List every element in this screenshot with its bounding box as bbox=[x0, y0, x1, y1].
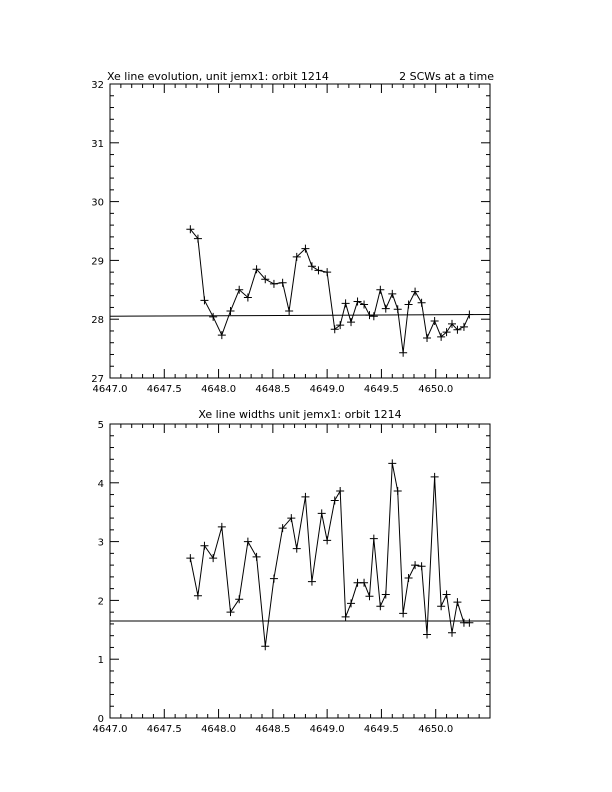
bottom-data-point bbox=[336, 487, 344, 495]
top-y-tick-label: 27 bbox=[91, 374, 104, 385]
top-x-tick-label: 4649.5 bbox=[363, 384, 399, 395]
bottom-data-point bbox=[270, 575, 278, 583]
top-data-point bbox=[399, 349, 407, 357]
bottom-x-tick-label: 4648.0 bbox=[201, 724, 237, 735]
bottom-data-point bbox=[318, 509, 326, 517]
bottom-x-tick-label: 4647.0 bbox=[92, 724, 128, 735]
bottom-y-tick-label: 4 bbox=[97, 478, 104, 490]
bottom-data-point bbox=[244, 538, 252, 546]
bottom-data-point bbox=[443, 591, 451, 599]
bottom-data-point bbox=[365, 592, 373, 600]
bottom-data-point bbox=[411, 561, 419, 569]
top-plot-frame bbox=[110, 84, 490, 378]
bottom-y-tick-label: 1 bbox=[97, 655, 104, 667]
top-data-point bbox=[431, 317, 439, 325]
top-data-point bbox=[388, 290, 396, 298]
bottom-data-point bbox=[261, 642, 269, 650]
bottom-data-point bbox=[227, 608, 235, 616]
top-x-tick-label: 4648.0 bbox=[201, 384, 237, 395]
top-data-point bbox=[342, 299, 350, 307]
bottom-data-point bbox=[293, 545, 301, 553]
bottom-data-point bbox=[186, 554, 194, 562]
top-data-point bbox=[465, 310, 473, 318]
bottom-data-point bbox=[342, 613, 350, 621]
bottom-chart-title: Xe line widths unit jemx1: orbit 1214 bbox=[198, 408, 402, 421]
bottom-data-point bbox=[360, 579, 368, 587]
bottom-data-point bbox=[347, 599, 355, 607]
top-x-tick-label: 4650.0 bbox=[418, 384, 454, 395]
bottom-data-point bbox=[331, 496, 339, 504]
top-y-tick-label: 28 bbox=[91, 315, 104, 327]
bottom-data-point bbox=[308, 578, 316, 586]
bottom-x-tick-label: 4650.0 bbox=[418, 724, 454, 735]
top-data-point bbox=[382, 305, 390, 313]
bottom-data-point bbox=[194, 592, 202, 600]
top-data-point bbox=[218, 331, 226, 339]
bottom-data-point bbox=[405, 574, 413, 582]
bottom-chart bbox=[93, 408, 491, 735]
top-data-point bbox=[411, 288, 419, 296]
bottom-data-point bbox=[323, 536, 331, 544]
bottom-y-tick-label: 3 bbox=[97, 537, 104, 549]
bottom-x-tick-label: 4647.5 bbox=[146, 724, 182, 735]
bottom-data-point bbox=[437, 602, 445, 610]
top-x-tick-label: 4647.0 bbox=[92, 384, 128, 395]
top-chart-subtitle: 2 SCWs at a time bbox=[399, 70, 494, 83]
bottom-data-point bbox=[388, 459, 396, 467]
bottom-data-point bbox=[253, 553, 261, 561]
bottom-y-tick-label: 2 bbox=[97, 596, 104, 608]
bottom-data-point bbox=[376, 602, 384, 610]
top-data-point bbox=[308, 262, 316, 270]
top-series-line bbox=[190, 229, 469, 353]
top-chart bbox=[91, 70, 494, 395]
bottom-data-point bbox=[370, 535, 378, 543]
top-y-tick-label: 32 bbox=[91, 80, 104, 91]
bottom-data-point bbox=[465, 619, 473, 627]
bottom-data-point bbox=[418, 562, 426, 570]
bottom-data-point bbox=[394, 487, 402, 495]
bottom-x-tick-label: 4649.5 bbox=[363, 724, 399, 735]
top-data-point bbox=[376, 286, 384, 294]
bottom-data-point bbox=[301, 493, 309, 501]
bottom-x-tick-label: 4648.5 bbox=[255, 724, 291, 735]
bottom-data-point bbox=[218, 523, 226, 531]
top-chart-title: Xe line evolution, unit jemx1: orbit 1214 bbox=[107, 70, 329, 83]
bottom-plot-frame bbox=[110, 424, 490, 718]
bottom-data-point bbox=[235, 595, 243, 603]
top-data-point bbox=[331, 325, 339, 333]
top-x-tick-label: 4649.0 bbox=[309, 384, 345, 395]
top-data-point bbox=[365, 311, 373, 319]
bottom-data-point bbox=[200, 542, 208, 550]
top-data-point bbox=[209, 313, 217, 321]
top-data-point bbox=[423, 334, 431, 342]
top-y-tick-label: 29 bbox=[91, 256, 104, 268]
bottom-data-point bbox=[423, 631, 431, 639]
top-data-point bbox=[279, 279, 287, 287]
bottom-data-point bbox=[448, 629, 456, 637]
bottom-data-point bbox=[399, 609, 407, 617]
bottom-data-point bbox=[431, 473, 439, 481]
top-data-point bbox=[200, 296, 208, 304]
top-data-point bbox=[394, 305, 402, 313]
top-data-point bbox=[418, 299, 426, 307]
bottom-series-line bbox=[190, 463, 469, 646]
top-data-point bbox=[347, 318, 355, 326]
top-y-tick-label: 31 bbox=[91, 138, 104, 150]
bottom-y-tick-label: 0 bbox=[97, 714, 104, 725]
top-y-tick-label: 30 bbox=[91, 197, 104, 209]
top-data-point bbox=[405, 301, 413, 309]
bottom-data-point bbox=[209, 554, 217, 562]
bottom-x-tick-label: 4649.0 bbox=[309, 724, 345, 735]
top-data-point bbox=[336, 321, 344, 329]
top-data-point bbox=[285, 307, 293, 315]
top-data-point bbox=[370, 312, 378, 320]
top-reference-line bbox=[110, 314, 490, 316]
top-data-point bbox=[314, 266, 322, 274]
top-data-point bbox=[270, 280, 278, 288]
bottom-data-point bbox=[382, 591, 390, 599]
top-x-tick-label: 4647.5 bbox=[146, 384, 182, 395]
top-data-point bbox=[323, 268, 331, 276]
bottom-y-tick-label: 5 bbox=[97, 420, 104, 431]
bottom-data-point bbox=[453, 598, 461, 606]
top-x-tick-label: 4648.5 bbox=[255, 384, 291, 395]
top-data-point bbox=[227, 307, 235, 315]
